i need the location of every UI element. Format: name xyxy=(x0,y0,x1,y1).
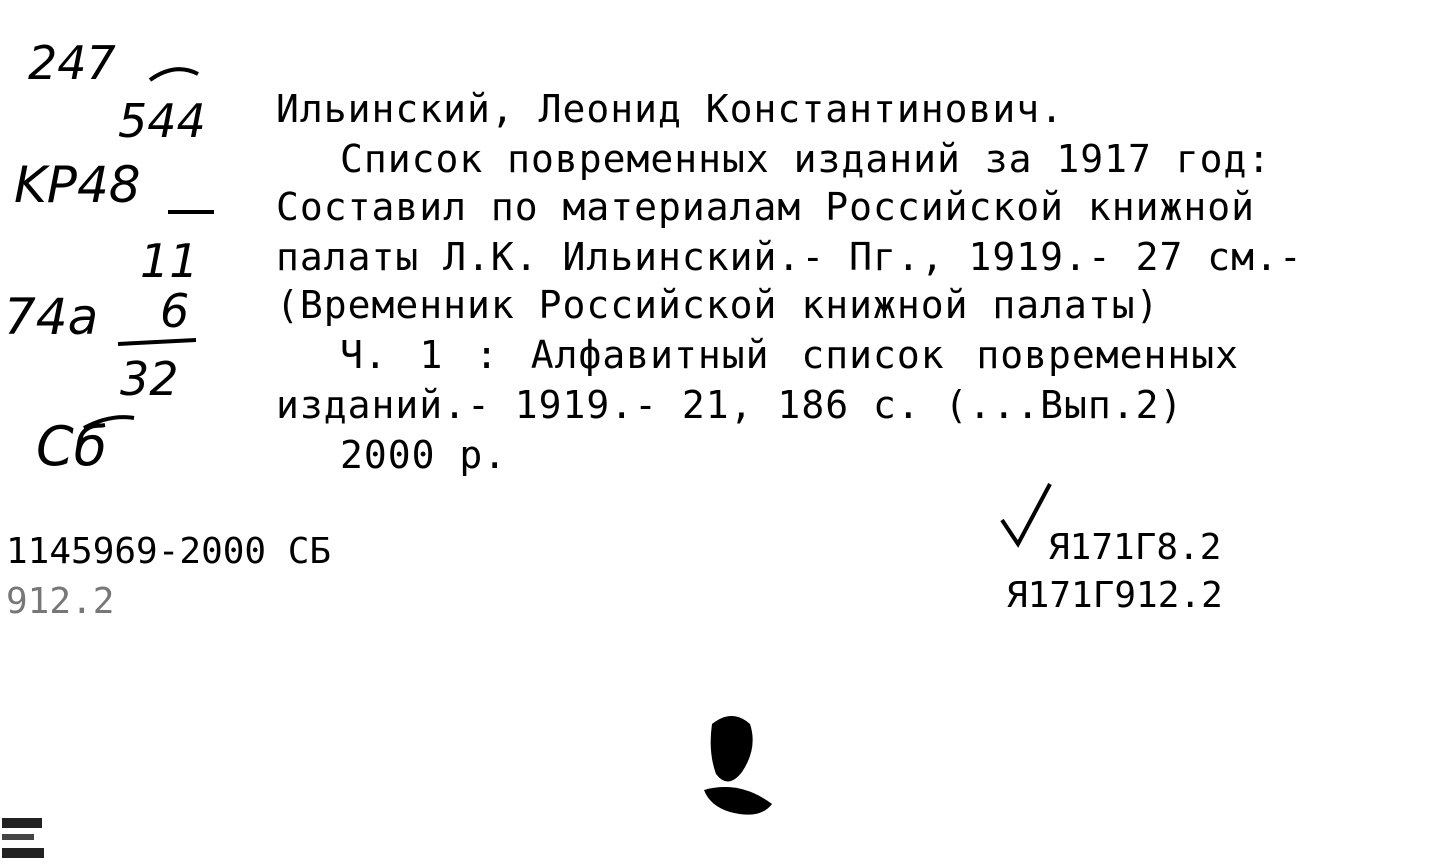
shelfmark-4: Сб xyxy=(36,415,108,478)
inventory-faint-code: 912.2 xyxy=(6,581,115,622)
entry-part-line1: Ч. 1 : Алфавитный список повременных xyxy=(340,333,1239,377)
shelfmark-1-bottom: 544 xyxy=(118,94,206,148)
entry-author: Ильинский, Леонид Константинович. xyxy=(276,87,1064,131)
classification-code-2: Я171Г912.2 xyxy=(1006,575,1223,616)
shelfmark-3-sub: 32 xyxy=(120,352,179,406)
entry-title-line1: Список повременных изданий за 1917 год: xyxy=(340,137,1272,181)
shelfmark-3-bottom: 6 xyxy=(160,284,190,338)
shelfmark-2-top: KP48 xyxy=(14,156,141,214)
entry-series: (Временник Российской книжной палаты) xyxy=(276,283,1160,327)
entry-title-line3: палаты Л.К. Ильинский.- Пг., 1919.- 27 см.- xyxy=(276,235,1303,279)
inventory-number: 1145969-2000 СБ xyxy=(6,531,332,572)
shelfmark-2-bottom: 11 xyxy=(140,234,199,288)
shelfmark-3-top: 74a xyxy=(4,288,99,346)
entry-title-line2: Составил по материалам Российской книжной xyxy=(276,185,1255,229)
entry-price: 2000 р. xyxy=(340,433,508,477)
entry-part-line2: изданий.- 1919.- 21, 186 с. (...Вып.2) xyxy=(276,383,1184,427)
shelfmark-1-top: 247 xyxy=(28,36,116,90)
classification-code-1: Я171Г8.2 xyxy=(1048,527,1222,568)
